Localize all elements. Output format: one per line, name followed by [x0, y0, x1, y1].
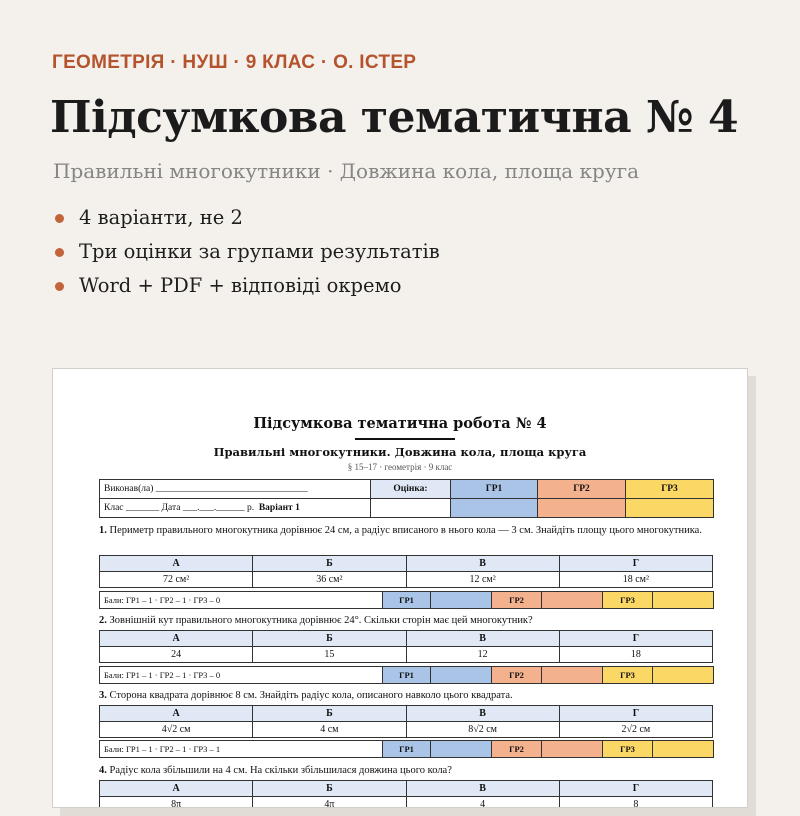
answer-c: 4: [406, 797, 559, 809]
bullet-dot-icon: [55, 214, 64, 223]
answer-a: 24: [100, 647, 253, 663]
question-3: [99, 689, 719, 702]
bullet-dot-icon: [55, 282, 64, 291]
score-text: Бали: ГР1 – 1 · ГР2 – 1 · ГР3 – 0: [100, 592, 383, 609]
option-c: В: [406, 631, 559, 647]
answer-table-1: [99, 555, 713, 588]
class-date-field: [100, 499, 371, 518]
grade-cell: [371, 499, 451, 518]
gr1-tag: ГР1: [383, 741, 431, 758]
answer-a: 8π: [100, 797, 253, 809]
doc-title: Підсумкова тематична робота № 4: [253, 415, 547, 432]
answer-d: 2√2 см: [559, 722, 712, 738]
score-text: Бали: ГР1 – 1 · ГР2 – 1 · ГР3 – 0: [100, 667, 383, 684]
question-text: Зовнішній кут правильного многокутника дорівнює 24°. Скільки сторін має цей многокутник?: [106, 615, 533, 626]
answer-table-3: [99, 705, 713, 738]
option-b: Б: [253, 706, 406, 722]
answer-d: 8: [559, 797, 712, 809]
gr1-score-cell: [431, 592, 492, 609]
answer-d: 18: [559, 647, 712, 663]
gr2-grade-cell: [538, 499, 626, 518]
option-c: В: [406, 781, 559, 797]
score-row-3: [99, 740, 714, 758]
gr1-grade-cell: [451, 499, 538, 518]
gr3-tag: ГР3: [603, 741, 653, 758]
answer-a: 72 см²: [100, 572, 253, 588]
feature-text: Word + PDF + відповіді окремо: [79, 274, 402, 297]
answer-b: 36 см²: [253, 572, 406, 588]
gr1-tag: ГР1: [383, 667, 431, 684]
gr1-header: ГР1: [451, 480, 538, 499]
question-text: Периметр правильного многокутника дорівнює 24 см, а радіус вписаного в нього кола — 3 см. Знайдіть площу цього многокутника.: [106, 525, 702, 536]
worksheet-preview: [52, 368, 748, 808]
gr2-score-cell: [542, 741, 603, 758]
answer-d: 18 см²: [559, 572, 712, 588]
feature-list: [55, 201, 440, 303]
eyebrow-label: ГЕОМЕТРІЯ · НУШ · 9 КЛАС · О. ІСТЕР: [52, 52, 417, 73]
gr2-header: ГР2: [538, 480, 626, 499]
option-d: Г: [559, 556, 712, 572]
answer-a: 4√2 см: [100, 722, 253, 738]
gr2-score-cell: [542, 592, 603, 609]
gr3-score-cell: [653, 667, 714, 684]
question-number: 2.: [99, 615, 107, 626]
option-c: В: [406, 706, 559, 722]
bullet-dot-icon: [55, 248, 64, 257]
answer-b: 4π: [253, 797, 406, 809]
score-row-1: [99, 591, 714, 609]
score-text: Бали: ГР1 – 1 · ГР2 – 1 · ГР3 – 1: [100, 741, 383, 758]
gr2-tag: ГР2: [492, 592, 542, 609]
question-2: [99, 614, 719, 627]
option-a: А: [100, 631, 253, 647]
doc-subtitle: Правильні многокутники. Довжина кола, площа круга: [213, 445, 587, 459]
feature-item: [55, 201, 440, 235]
gr3-header: ГР3: [626, 480, 714, 499]
gr3-score-cell: [653, 592, 714, 609]
option-b: Б: [253, 631, 406, 647]
answer-b: 4 см: [253, 722, 406, 738]
feature-item: [55, 269, 440, 303]
page-title: Підсумкова тематична № 4: [50, 92, 739, 143]
option-d: Г: [559, 706, 712, 722]
option-d: Г: [559, 781, 712, 797]
question-4: [99, 764, 719, 777]
gr3-tag: ГР3: [603, 667, 653, 684]
answer-table-4: [99, 780, 713, 808]
answer-b: 15: [253, 647, 406, 663]
header-table: [99, 479, 714, 518]
gr3-score-cell: [653, 741, 714, 758]
gr2-tag: ГР2: [492, 667, 542, 684]
gr1-score-cell: [431, 741, 492, 758]
page-subtitle: Правильні многокутники · Довжина кола, площа круга: [53, 159, 639, 183]
gr1-tag: ГР1: [383, 592, 431, 609]
option-a: А: [100, 781, 253, 797]
class-date-line: Клас _______ Дата ___.___.______ р.: [104, 503, 255, 513]
answer-c: 8√2 см: [406, 722, 559, 738]
question-number: 3.: [99, 690, 107, 701]
answer-c: 12: [406, 647, 559, 663]
answer-table-2: [99, 630, 713, 663]
feature-text: Три оцінки за групами результатів: [79, 240, 440, 263]
feature-text: 4 варіанти, не 2: [79, 206, 243, 229]
doc-note: § 15–17 · геометрія · 9 клас: [347, 462, 453, 472]
question-number: 4.: [99, 765, 107, 776]
executor-field: Виконав(ла) ________________________________: [100, 480, 371, 499]
feature-item: [55, 235, 440, 269]
gr2-tag: ГР2: [492, 741, 542, 758]
gr3-tag: ГР3: [603, 592, 653, 609]
question-1: [99, 524, 719, 537]
option-b: Б: [253, 556, 406, 572]
question-text: Сторона квадрата дорівнює 8 см. Знайдіть радіус кола, описаного навколо цього квадрата.: [106, 690, 513, 701]
option-b: Б: [253, 781, 406, 797]
option-c: В: [406, 556, 559, 572]
variant-label: Варіант 1: [258, 503, 300, 513]
question-number: 1.: [99, 525, 107, 536]
option-a: А: [100, 706, 253, 722]
score-row-2: [99, 666, 714, 684]
question-text: Радіус кола збільшили на 4 см. На скільки збільшилася довжина цього кола?: [106, 765, 452, 776]
gr1-score-cell: [431, 667, 492, 684]
title-underline: [355, 438, 455, 440]
gr3-grade-cell: [626, 499, 714, 518]
option-d: Г: [559, 631, 712, 647]
option-a: А: [100, 556, 253, 572]
answer-c: 12 см²: [406, 572, 559, 588]
grade-label: Оцінка:: [371, 480, 451, 499]
gr2-score-cell: [542, 667, 603, 684]
